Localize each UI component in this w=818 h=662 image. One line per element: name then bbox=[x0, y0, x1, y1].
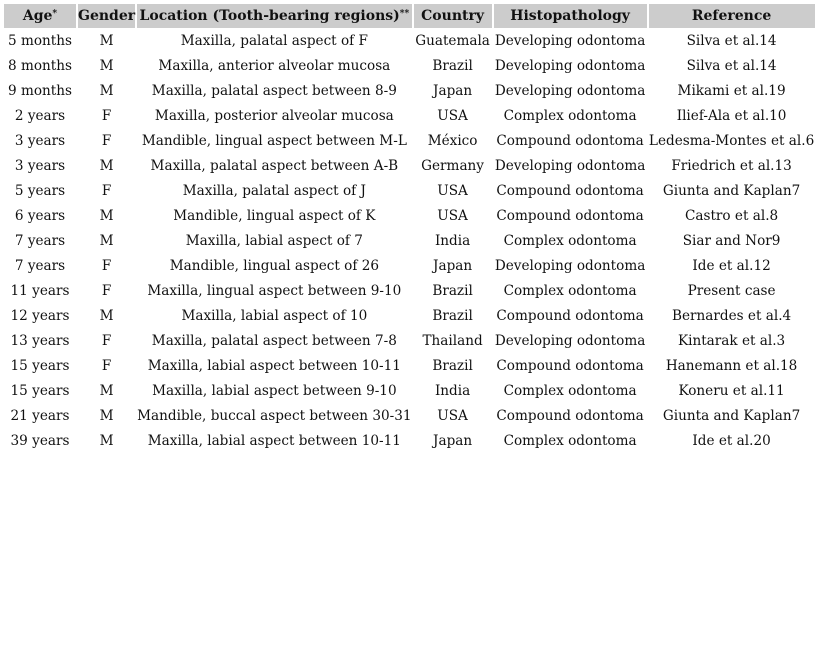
header-histopathology: Histopathology bbox=[494, 4, 647, 28]
cell-age: 5 years bbox=[14, 182, 66, 199]
cell-reference: Ilief-Ala et al.10 bbox=[676, 107, 787, 124]
cell-reference: Koneru et al.11 bbox=[678, 382, 785, 399]
cell-gender: F bbox=[101, 332, 112, 349]
header-age: Age* bbox=[4, 4, 76, 28]
cell-gender: F bbox=[101, 132, 112, 149]
cell-histopathology: Developing odontoma bbox=[494, 157, 646, 174]
table-row bbox=[4, 328, 815, 353]
cell-histopathology: Compound odontoma bbox=[496, 307, 644, 324]
cell-country: USA bbox=[437, 107, 468, 124]
table-row bbox=[4, 378, 815, 403]
cell-reference: Ide et al.20 bbox=[692, 432, 771, 449]
cell-gender: M bbox=[99, 407, 114, 424]
cell-reference: Hanemann et al.18 bbox=[665, 357, 798, 374]
cell-location: Mandible, lingual aspect between M-L bbox=[141, 132, 407, 149]
cell-histopathology: Compound odontoma bbox=[496, 407, 644, 424]
cell-location: Maxilla, palatal aspect between A-B bbox=[150, 157, 399, 174]
cell-histopathology: Complex odontoma bbox=[503, 232, 637, 249]
cell-age: 7 years bbox=[14, 232, 66, 249]
header-location: Location (Tooth-bearing regions)** bbox=[137, 4, 411, 28]
table-row bbox=[4, 203, 815, 228]
cell-histopathology: Compound odontoma bbox=[496, 207, 644, 224]
cell-country: México bbox=[427, 132, 478, 149]
table-row bbox=[4, 403, 815, 428]
cell-age: 12 years bbox=[10, 307, 70, 324]
cell-gender: M bbox=[99, 32, 114, 49]
cell-country: Brazil bbox=[432, 282, 473, 299]
cell-location: Maxilla, labial aspect of 7 bbox=[185, 232, 363, 249]
cell-reference: Ledesma-Montes et al.6 bbox=[648, 132, 815, 149]
cell-histopathology: Compound odontoma bbox=[496, 182, 644, 199]
cell-histopathology: Complex odontoma bbox=[503, 107, 637, 124]
header-country: Country bbox=[414, 4, 492, 28]
cell-gender: M bbox=[99, 82, 114, 99]
cell-location: Maxilla, palatal aspect of F bbox=[180, 32, 368, 49]
table-row bbox=[4, 353, 815, 378]
cell-reference: Mikami et al.19 bbox=[677, 82, 786, 99]
table-row bbox=[4, 278, 815, 303]
table-body bbox=[4, 28, 815, 453]
cell-histopathology: Compound odontoma bbox=[496, 132, 644, 149]
cell-reference: Friedrich et al.13 bbox=[671, 157, 792, 174]
cell-age: 13 years bbox=[10, 332, 70, 349]
cell-country: Germany bbox=[421, 157, 484, 174]
cell-country: Guatemala bbox=[415, 32, 490, 49]
cell-location: Maxilla, palatal aspect between 7-8 bbox=[151, 332, 397, 349]
cell-country: USA bbox=[437, 207, 468, 224]
cell-gender: M bbox=[99, 307, 114, 324]
cell-age: 39 years bbox=[10, 432, 70, 449]
cell-age: 21 years bbox=[10, 407, 70, 424]
cell-country: Japan bbox=[433, 432, 473, 449]
header-gender: Gender bbox=[78, 4, 135, 28]
cell-gender: F bbox=[101, 257, 112, 274]
table-row bbox=[4, 428, 815, 453]
cell-histopathology: Complex odontoma bbox=[503, 382, 637, 399]
cell-country: Thailand bbox=[422, 332, 483, 349]
cell-reference: Silva et al.14 bbox=[686, 57, 777, 74]
cell-reference: Castro et al.8 bbox=[684, 207, 779, 224]
cell-histopathology: Compound odontoma bbox=[496, 357, 644, 374]
cell-age: 7 years bbox=[14, 257, 66, 274]
cell-gender: F bbox=[101, 282, 112, 299]
cell-histopathology: Developing odontoma bbox=[494, 82, 646, 99]
cell-age: 15 years bbox=[10, 382, 70, 399]
cell-gender: M bbox=[99, 57, 114, 74]
cell-location: Maxilla, labial aspect between 10-11 bbox=[147, 432, 401, 449]
table-row bbox=[4, 28, 815, 53]
cell-location: Mandible, lingual aspect of K bbox=[173, 207, 376, 224]
table-row bbox=[4, 303, 815, 328]
table-row bbox=[4, 128, 815, 153]
cell-age: 3 years bbox=[14, 132, 66, 149]
cell-location: Maxilla, labial aspect between 10-11 bbox=[147, 357, 401, 374]
cell-location: Maxilla, posterior alveolar mucosa bbox=[154, 107, 394, 124]
cell-reference: Bernardes et al.4 bbox=[671, 307, 792, 324]
location-footnote-mark: ** bbox=[399, 9, 410, 19]
cell-age: 15 years bbox=[10, 357, 70, 374]
cell-country: USA bbox=[437, 182, 468, 199]
cell-location: Mandible, buccal aspect between 30-31 bbox=[137, 407, 412, 424]
cell-gender: F bbox=[101, 107, 112, 124]
table-row bbox=[4, 78, 815, 103]
cell-age: 6 years bbox=[14, 207, 66, 224]
cell-reference: Giunta and Kaplan7 bbox=[662, 182, 801, 199]
cell-reference: Kintarak et al.3 bbox=[677, 332, 786, 349]
table-row bbox=[4, 228, 815, 253]
cell-gender: M bbox=[99, 382, 114, 399]
cell-location: Maxilla, palatal aspect between 8-9 bbox=[151, 82, 397, 99]
table-row bbox=[4, 153, 815, 178]
cell-reference: Present case bbox=[687, 282, 776, 299]
cell-histopathology: Complex odontoma bbox=[503, 432, 637, 449]
cell-reference: Giunta and Kaplan7 bbox=[662, 407, 801, 424]
cell-histopathology: Developing odontoma bbox=[494, 32, 646, 49]
age-footnote-mark: * bbox=[52, 9, 58, 19]
cell-country: India bbox=[434, 382, 471, 399]
cell-reference: Siar and Nor9 bbox=[682, 232, 781, 249]
cell-country: Brazil bbox=[432, 57, 473, 74]
cell-histopathology: Developing odontoma bbox=[494, 57, 646, 74]
cell-reference: Ide et al.12 bbox=[692, 257, 771, 274]
table-row bbox=[4, 253, 815, 278]
cell-location: Maxilla, lingual aspect between 9-10 bbox=[147, 282, 402, 299]
cell-reference: Silva et al.14 bbox=[686, 32, 777, 49]
cell-histopathology: Developing odontoma bbox=[494, 332, 646, 349]
cell-age: 8 months bbox=[8, 57, 72, 74]
header-row bbox=[4, 4, 815, 28]
cell-location: Maxilla, anterior alveolar mucosa bbox=[158, 57, 391, 74]
cell-gender: M bbox=[99, 432, 114, 449]
cell-country: USA bbox=[437, 407, 468, 424]
cell-country: Japan bbox=[433, 257, 473, 274]
cell-location: Maxilla, palatal aspect of J bbox=[182, 182, 366, 199]
cell-age: 5 months bbox=[8, 32, 72, 49]
table-row bbox=[4, 178, 815, 203]
cell-country: Brazil bbox=[432, 307, 473, 324]
cell-gender: M bbox=[99, 232, 114, 249]
cell-country: Brazil bbox=[432, 357, 473, 374]
cell-country: Japan bbox=[433, 82, 473, 99]
cell-age: 3 years bbox=[14, 157, 66, 174]
table-row bbox=[4, 103, 815, 128]
cell-country: India bbox=[434, 232, 471, 249]
cell-gender: F bbox=[101, 357, 112, 374]
odontoma-cases-table bbox=[2, 4, 817, 453]
cell-age: 2 years bbox=[14, 107, 66, 124]
cell-gender: M bbox=[99, 157, 114, 174]
cell-location: Mandible, lingual aspect of 26 bbox=[169, 257, 379, 274]
cell-age: 11 years bbox=[10, 282, 70, 299]
cell-histopathology: Developing odontoma bbox=[494, 257, 646, 274]
cell-age: 9 months bbox=[8, 82, 72, 99]
cell-gender: F bbox=[101, 182, 112, 199]
cell-histopathology: Complex odontoma bbox=[503, 282, 637, 299]
header-reference: Reference bbox=[649, 4, 815, 28]
cell-location: Maxilla, labial aspect of 10 bbox=[181, 307, 368, 324]
cell-location: Maxilla, labial aspect between 9-10 bbox=[152, 382, 397, 399]
cell-gender: M bbox=[99, 207, 114, 224]
table-row bbox=[4, 53, 815, 78]
